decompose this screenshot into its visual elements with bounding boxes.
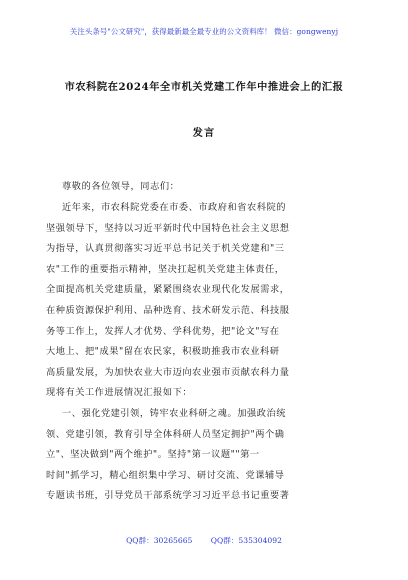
body-line: 务等工作上，发挥人才优势、学科优势，把"论文"写在 <box>46 325 280 337</box>
body-line: 农"工作的重要指示精神，坚决扛起机关党建主体责任， <box>46 263 285 275</box>
body-line: 专题读书班，引导党员干部系统学习习近平总书记重要著 <box>46 490 290 502</box>
document-title: 市农科院在2024年全市机关党建工作年中推进会上的汇报 <box>64 81 344 93</box>
body-line: 现将有关工作进展情况汇报如下： <box>46 387 193 399</box>
qq-group-2: QQ群：535304092 <box>210 536 282 545</box>
document-title-continued: 发言 <box>192 127 216 139</box>
body-line: 时间"抓学习，精心组织集中学习、研讨交流、党课辅导 <box>46 469 285 481</box>
body-line: 领、党建引领，教育引导全体科研人员坚定拥护"两个确 <box>46 428 285 440</box>
body-line: 全面提高机关党建质量，紧紧围绕农业现代化发展需求， <box>46 284 290 296</box>
document-body <box>46 198 364 507</box>
footer-banner <box>0 535 408 546</box>
salutation: 尊敬的各位领导，同志们： <box>62 181 180 192</box>
body-line: 坚强领导下，坚持以习近平新时代中国特色社会主义思想 <box>46 222 290 234</box>
body-line: 近年来，市农科院党委在市委、市政府和省农科院的 <box>62 202 286 213</box>
body-line: 高质量发展，为加快农业大市迈向农业强市贡献农科力量 <box>46 366 290 378</box>
promo-banner: 关注头条号"公文研究"，获得最新最全最专业的公文资料库！ 微信：gongwenyj <box>69 27 339 36</box>
body-line: 在种质资源保护利用、品种选育、技术研发示范、科技服 <box>46 304 290 316</box>
body-line: 立"、坚决做到"两个维护"。坚持"第一议题""第一 <box>46 449 260 461</box>
qq-group-1: QQ群：30265665 <box>126 536 193 545</box>
body-line: 大地上、把"成果"留在农民家，积极助推我市农业科研 <box>46 346 280 358</box>
body-line: 为指导，认真贯彻落实习近平总书记关于机关党建和"三 <box>46 243 285 255</box>
body-line: 一、强化党建引领，铸牢农业科研之魂。加强政治统 <box>62 407 286 419</box>
